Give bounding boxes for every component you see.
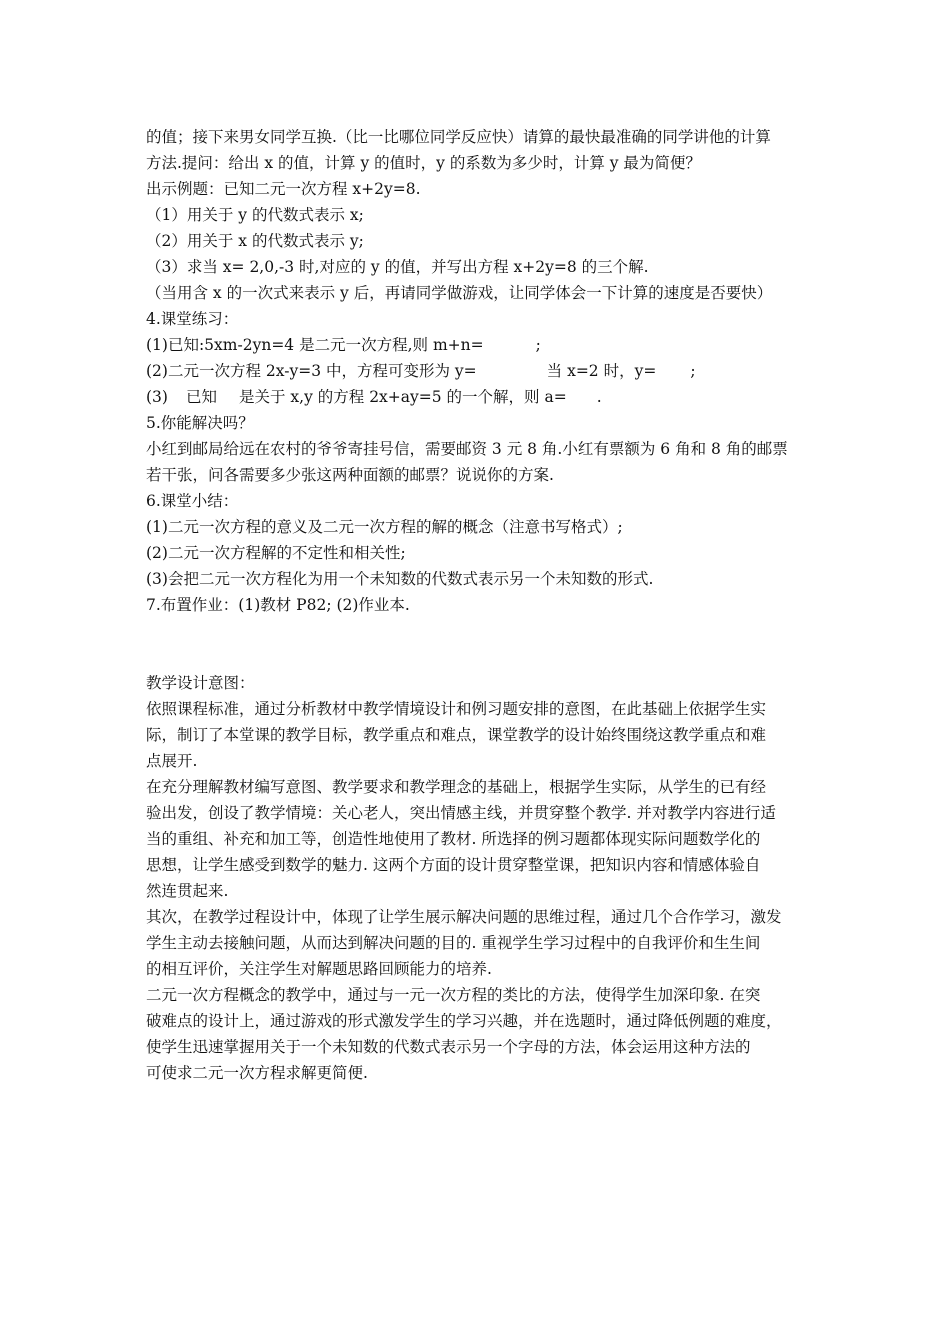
exercise-1 <box>146 332 810 358</box>
design-intent-section <box>146 670 810 1086</box>
text-line: (2)二元一次方程解的不定性和相关性; <box>146 544 406 562</box>
exercise-text: ; <box>535 336 541 354</box>
exercise-text: 当 x=2 时，y= <box>546 362 657 380</box>
exercise-2 <box>146 358 810 384</box>
text-line: 方法.提问：给出 x 的值，计算 y 的值时，y 的系数为多少时，计算 y 最为简便？ <box>146 154 701 172</box>
text-line: 的值；接下来男女同学互换.（比一比哪位同学反应快）请算的最快最准确的同学讲他的计算 <box>146 128 771 146</box>
section-spacer <box>146 618 810 670</box>
text-line: 使学生迅速掌握用关于一个未知数的代数式表示另一个字母的方法，体会运用这种方法的 <box>146 1038 751 1056</box>
text-line: 若干张，问各需要多少张这两种面额的邮票？说说你的方案. <box>146 466 554 484</box>
text-line: 然连贯起来. <box>146 882 229 900</box>
text-line: 出示例题：已知二元一次方程 x+2y=8. <box>146 180 421 198</box>
exercise-text: . <box>596 388 602 406</box>
exercise-3 <box>146 384 810 410</box>
text-line: 当的重组、补充和加工等，创造性地使用了教材. 所选择的例习题都体现实际问题数学化的 <box>146 830 761 848</box>
lesson-steps-section <box>146 124 810 332</box>
exercise-text: (3) <box>146 388 168 406</box>
text-line: （1）用关于 y 的代数式表示 x; <box>146 206 364 224</box>
text-line: 可使求二元一次方程求解更简便. <box>146 1064 368 1082</box>
text-line: 在充分理解教材编写意图、教学要求和教学理念的基础上，根据学生实际，从学生的已有经 <box>146 778 767 796</box>
exercise-text: 已知 <box>185 388 217 406</box>
text-line: 小红到邮局给远在农村的爷爷寄挂号信，需要邮资 3 元 8 角.小红有票额为 6 角和 8 角的邮票 <box>146 440 788 458</box>
document-page <box>146 124 810 1086</box>
exercise-text: (1)已知:5xm-2yn=4 是二元一次方程,则 m+n= <box>146 336 484 354</box>
classroom-exercises <box>146 332 810 410</box>
text-line: 的相互评价，关注学生对解题思路回顾能力的培养. <box>146 960 492 978</box>
text-line: 4.课堂练习： <box>146 310 239 328</box>
text-line: 7.布置作业：(1)教材 P82; (2)作业本. <box>146 596 410 614</box>
text-line: 5.你能解决吗？ <box>146 414 254 432</box>
text-line: 点展开. <box>146 752 198 770</box>
text-line: 学生主动去接触问题，从而达到解决问题的目的. 重视学生学习过程中的自我评价和生生间 <box>146 934 761 952</box>
text-line: 6.课堂小结： <box>146 492 239 510</box>
section-heading: 教学设计意图： <box>146 674 255 692</box>
text-line: （2）用关于 x 的代数式表示 y; <box>146 232 364 250</box>
text-line: 验出发，创设了教学情境：关心老人，突出情感主线，并贯穿整个教学. 并对教学内容进行适 <box>146 804 776 822</box>
text-line: 思想，让学生感受到数学的魅力. 这两个方面的设计贯穿整堂课，把知识内容和情感体验自 <box>146 856 761 874</box>
text-line: 其次，在教学过程设计中，体现了让学生展示解决问题的思维过程，通过几个合作学习，激发 <box>146 908 782 926</box>
exercise-text: ; <box>690 362 696 380</box>
text-line: 二元一次方程概念的教学中，通过与一元一次方程的类比的方法，使得学生加深印象. 在突 <box>146 986 761 1004</box>
text-line: 际，制订了本堂课的教学目标，教学重点和难点，课堂教学的设计始终围绕这教学重点和难 <box>146 726 767 744</box>
exercise-text: 是关于 x,y 的方程 2x+ay=5 的一个解，则 a= <box>238 388 567 406</box>
text-line: (1)二元一次方程的意义及二元一次方程的解的概念（注意书写格式）; <box>146 518 623 536</box>
problem-and-summary-section <box>146 410 810 618</box>
exercise-text: (2)二元一次方程 2x-y=3 中，方程可变形为 y= <box>146 362 477 380</box>
text-line: 破难点的设计上，通过游戏的形式激发学生的学习兴趣，并在选题时，通过降低例题的难度， <box>146 1012 782 1030</box>
text-line: （3）求当 x= 2,0,-3 时,对应的 y 的值，并写出方程 x+2y=8 的三个解. <box>146 258 649 276</box>
text-line: 依照课程标准，通过分析教材中教学情境设计和例习题安排的意图，在此基础上依据学生实 <box>146 700 767 718</box>
text-line: （当用含 x 的一次式来表示 y 后，再请同学做游戏，让同学体会一下计算的速度是否要快） <box>146 284 773 302</box>
text-line: (3)会把二元一次方程化为用一个未知数的代数式表示另一个未知数的形式. <box>146 570 654 588</box>
